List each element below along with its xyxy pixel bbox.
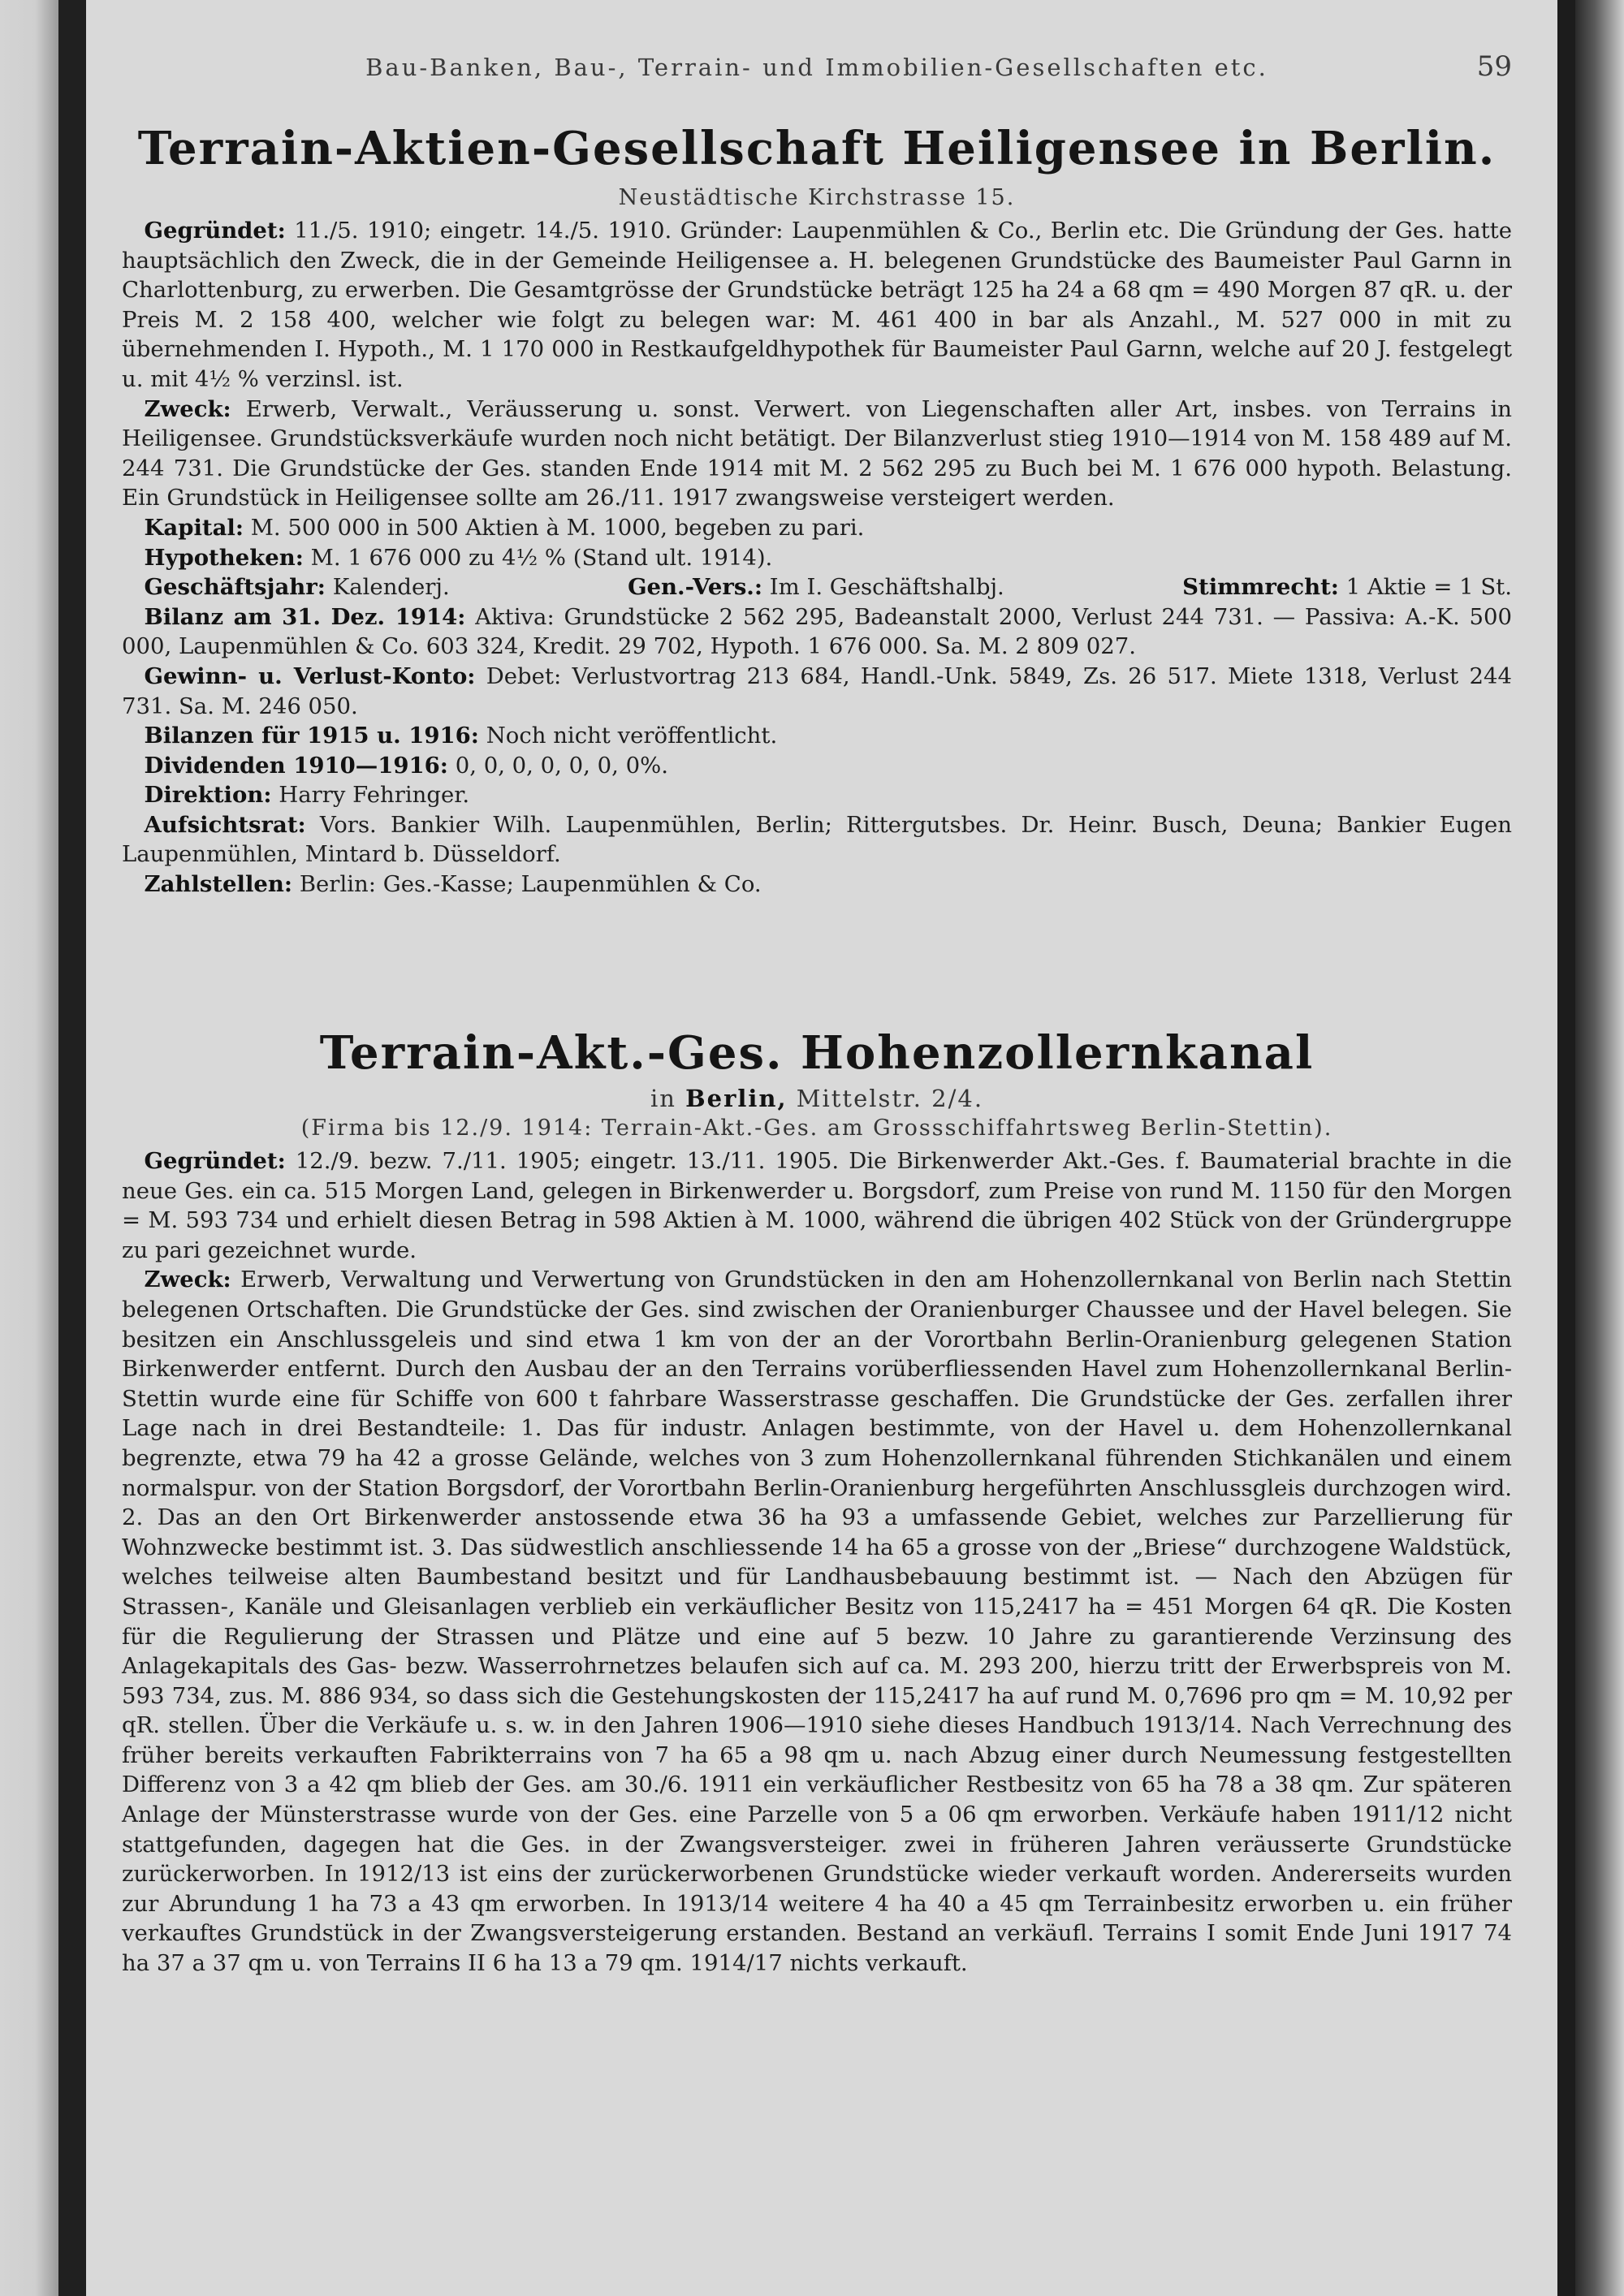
text-gewinn: Debet: Verlustvortrag 213 684, Handl.-Unk. 5849, Zs. 26 517. Miete 1318, Verlust 244 731. Sa. M. 246 050. (122, 662, 1512, 719)
text-hypotheken: M. 1 676 000 zu 4½ % (Stand ult. 1914). (310, 544, 773, 571)
gv-item (628, 572, 1004, 602)
text-gegruendet: 11./5. 1910; eingetr. 14./5. 1910. Gründer: Laupenmühlen & Co., Berlin etc. Die Gründung der Ges. hatte hauptsächlich den Zweck, die in der Gemeinde Heiligensee a. H. belegenen Grundstücke des Baumeister Paul Garnn in Charlottenburg, zu erwerben. Die Gesamtgrösse der Grundstücke beträgt 125 ha 24 a 68 qm = 490 Morgen 87 qR. u. der Preis M. 2 158 400, welcher wie folgt zu belegen war: M. 461 400 in bar als Anzahl., M. 527 000 in mit zu übernehmenden I. Hypoth., M. 1 170 000 in Restkaufgeldhypothek für Baumeister Paul Garnn, welche auf 20 J. festgelegt u. mit 4½ % verzinsl. ist. (122, 218, 1513, 392)
section-zweck (122, 395, 1512, 513)
running-header: Bau-Banken, Bau-, Terrain- und Immobilien-Gesellschaften etc. (365, 54, 1268, 81)
a2-label-zweck: Zweck: (144, 1267, 231, 1293)
text-column (122, 0, 1512, 2296)
label-aufsichtsrat: Aufsichtsrat: (144, 811, 306, 838)
article2-location (122, 1085, 1512, 1112)
text-bilanzen: Noch nicht veröffentlicht. (486, 723, 778, 749)
location-street: Mittelstr. 2/4. (796, 1085, 984, 1112)
section-gj-gv-stimm (122, 572, 1512, 602)
section-gegruendet (122, 216, 1512, 395)
document-page (86, 0, 1557, 2296)
text-zweck: Erwerb, Verwalt., Veräusserung u. sonst. Verwert. von Liegenschaften aller Art, insbes. von Terrains in Heiligensee. Grundstücksverkäufe wurden noch nicht betätigt. Der Bilanzverlust stieg 1910—1914 von M. 158 489 auf M. 244 731. Die Grundstücke der Ges. standen Ende 1914 mit M. 2 562 295 zu Buch bei M. 1 676 000 hypoth. Belastung. Ein Grundstück in Heiligensee sollte am 26./11. 1917 zwangsweise versteigert werden. (122, 395, 1512, 511)
text-stimmrecht: 1 Aktie = 1 St. (1345, 574, 1512, 601)
label-bilanzen: Bilanzen für 1915 u. 1916: (144, 723, 479, 749)
gj-item (122, 572, 450, 602)
article-title-heiligensee: Terrain-Aktien-Gesellschaft Heiligensee in Berlin. (137, 122, 1497, 175)
label-direktion: Direktion: (144, 782, 272, 809)
location-prefix: in (650, 1085, 676, 1112)
location-city: Berlin, (685, 1085, 788, 1112)
a2-label-gegruendet: Gegründet: (144, 1148, 286, 1174)
text-direktion: Harry Fehringer. (279, 782, 470, 809)
text-dividenden: 0, 0, 0, 0, 0, 0, 0%. (455, 752, 668, 779)
label-gewinn: Gewinn- u. Verlust-Konto: (144, 662, 476, 689)
page-number: 59 (1476, 50, 1512, 83)
section-dividenden (122, 751, 1512, 781)
facing-page-edge (0, 0, 58, 2296)
label-dividenden: Dividenden 1910—1916: (144, 752, 448, 779)
label-stimmrecht: Stimmrecht: (1182, 574, 1339, 601)
section-gewinn (122, 662, 1512, 721)
section-direktion (122, 780, 1512, 810)
label-kapital: Kapital: (144, 514, 244, 541)
text-kapital: M. 500 000 in 500 Aktien à M. 1000, begeben zu pari. (250, 514, 865, 541)
a2-section-zweck (122, 1265, 1512, 1978)
label-gegruendet: Gegründet: (144, 218, 286, 244)
a2-text-zweck: Erwerb, Verwaltung und Verwertung von Grundstücken in den am Hohenzollernkanal von Berlin nach Stettin belegenen Ortschaften. Die Grundstücke der Ges. sind zwischen der Oranienburger Chaussee und der Havel belegen. Sie besitzen ein Anschlussgeleis und sind etwa 1 km von der an der Vorortbahn Berlin-Oranienburg gelegenen Station Birkenwerder entfernt. Durch den Ausbau der an den Terrains vorüberfliessenden Havel zum Hohenzollernkanal Berlin-Stettin wurde eine für Schiffe von 600 t fahrbare Wasserstrasse geschaffen. Die Grundstücke der Ges. zerfallen ihrer Lage nach in drei Bestandteile: 1. Das für industr. Anlagen bestimmte, von der Havel u. dem Hohenzollernkanal begrenzte, etwa 79 ha 42 a grosse Gelände, welches von 3 zum Hohenzollernkanal führenden Stichkanälen und einem normalspur. von der Station Borgsdorf, der Vorortbahn Berlin-Oranienburg hergeführten Anschlussgleis durchzogen wird. 2. Das an den Ort Birkenwerder anstossende etwa 36 ha 93 a umfassende Gebiet, welches zur Parzellierung für Wohnzwecke bestimmt ist. 3. Das südwestlich anschliessende 14 ha 65 a grosse von der „Briese“ durchzogene Waldstück, welches teilweise alten Baumbestand besitzt und für Landhausbebauung bestimmt ist. — Nach den Abzügen für Strassen-, Kanäle und Gleisanlagen verblieb ein verkäuflicher Besitz von 115,2417 ha = 451 Morgen 64 qR. Die Kosten für die Regulierung der Strassen und Plätze und eine auf 5 bezw. 10 Jahre zu garantierende Verzinsung des Anlagekapitals des Gas- bezw. Wasserrohrnetzes belaufen sich auf ca. M. 293 200, hierzu tritt der Erwerbspreis von M. 593 734, zus. M. 886 934, so dass sich die Gestehungskosten der 115,2417 ha auf rund M. 0,7696 pro qm = M. 10,92 per qR. stellen. Über die Verkäufe u. s. w. in den Jahren 1906—1910 siehe dieses Handbuch 1913/14. Nach Verrechnung des früher bereits verkauften Fabrikterrains von 7 ha 65 a 98 qm u. nach Abzug einer durch Neumessung festgestellten Differenz von 3 a 42 qm blieb der Ges. am 30./6. 1911 ein verkäuflicher Restbesitz von 65 ha 78 a 38 qm. Zur späteren Anlage der Münsterstrasse wurde von der Ges. eine Parzelle von 5 a 06 qm erworben. Verkäufe haben 1911/12 nicht stattgefunden, dagegen hat die Ges. in der Zwangsversteiger. zwei in früheren Jahren veräusserte Grundstücke zurückerworben. In 1912/13 ist eins der zurückerworbenen Grundstücke wieder verkauft worden. Andererseits wurden zur Abrundung 1 ha 73 a 43 qm erworben. In 1913/14 weitere 4 ha 40 a 45 qm Terrainbesitz erworben u. ein früher verkauftes Grundstück in der Zwangsversteigerung erstanden. Bestand an verkäufl. Terrains I somit Ende Juni 1917 74 ha 37 a 37 qm u. von Terrains II 6 ha 13 a 79 qm. 1914/17 nichts verkauft. (122, 1267, 1512, 1977)
section-kapital (122, 513, 1512, 543)
article-title-hohenzollernkanal: Terrain-Akt.-Ges. Hohenzollernkanal (319, 1026, 1315, 1080)
label-hypotheken: Hypotheken: (144, 544, 304, 571)
label-zweck: Zweck: (144, 395, 231, 422)
article2-former-name: (Firma bis 12./9. 1914: Terrain-Akt.-Ges. am Grossschiffahrtsweg Berlin-Stettin). (300, 1116, 1333, 1141)
section-aufsichtsrat (122, 810, 1512, 870)
text-bilanz: Aktiva: Grundstücke 2 562 295, Badeanstalt 2000, Verlust 244 731. — Passiva: A.-K. 500 000, Laupenmühlen & Co. 603 324, Kredit. 29 702, Hypoth. 1 676 000. Sa. M. 2 809 027. (122, 603, 1512, 660)
label-zahlstellen: Zahlstellen: (144, 871, 293, 898)
a2-section-gegruendet (122, 1146, 1512, 1265)
text-zahlstellen: Berlin: Ges.-Kasse; Laupenmühlen & Co. (299, 871, 762, 898)
page-right-edge (1575, 0, 1624, 2296)
text-gen-vers: Im I. Geschäftshalbj. (769, 574, 1004, 601)
article2-body (122, 1146, 1512, 1979)
label-gen-vers: Gen.-Vers.: (628, 574, 763, 601)
section-hypotheken (122, 543, 1512, 573)
book-gutter (58, 0, 86, 2296)
article-address: Neustädtische Kirchstrasse 15. (618, 185, 1016, 210)
text-aufsichtsrat: Vors. Bankier Wilh. Laupenmühlen, Berlin; Rittergutsbes. Dr. Heinr. Busch, Deuna; Bankier Eugen Laupenmühlen, Mintard b. Düsseldorf. (122, 811, 1512, 868)
stimm-item (1182, 572, 1512, 602)
a2-text-gegruendet: 12./9. bezw. 7./11. 1905; eingetr. 13./11. 1905. Die Birkenwerder Akt.-Ges. f. Baumaterial brachte in die neue Ges. ein ca. 515 Morgen Land, gelegen in Birkenwerder u. Borgsdorf, zum Preise von rund M. 1150 für den Morgen = M. 593 734 und erhielt diesen Betrag in 598 Aktien à M. 1000, während die übrigen 402 Stück von der Gründergruppe zu pari gezeichnet wurde. (122, 1148, 1513, 1263)
section-zahlstellen (122, 870, 1512, 900)
text-geschaeftsjahr: Kalenderj. (332, 574, 450, 601)
label-geschaeftsjahr: Geschäftsjahr: (144, 574, 326, 601)
article1-body (122, 216, 1512, 900)
section-bilanzen (122, 721, 1512, 751)
label-bilanz: Bilanz am 31. Dez. 1914: (144, 603, 466, 630)
section-bilanz (122, 602, 1512, 662)
